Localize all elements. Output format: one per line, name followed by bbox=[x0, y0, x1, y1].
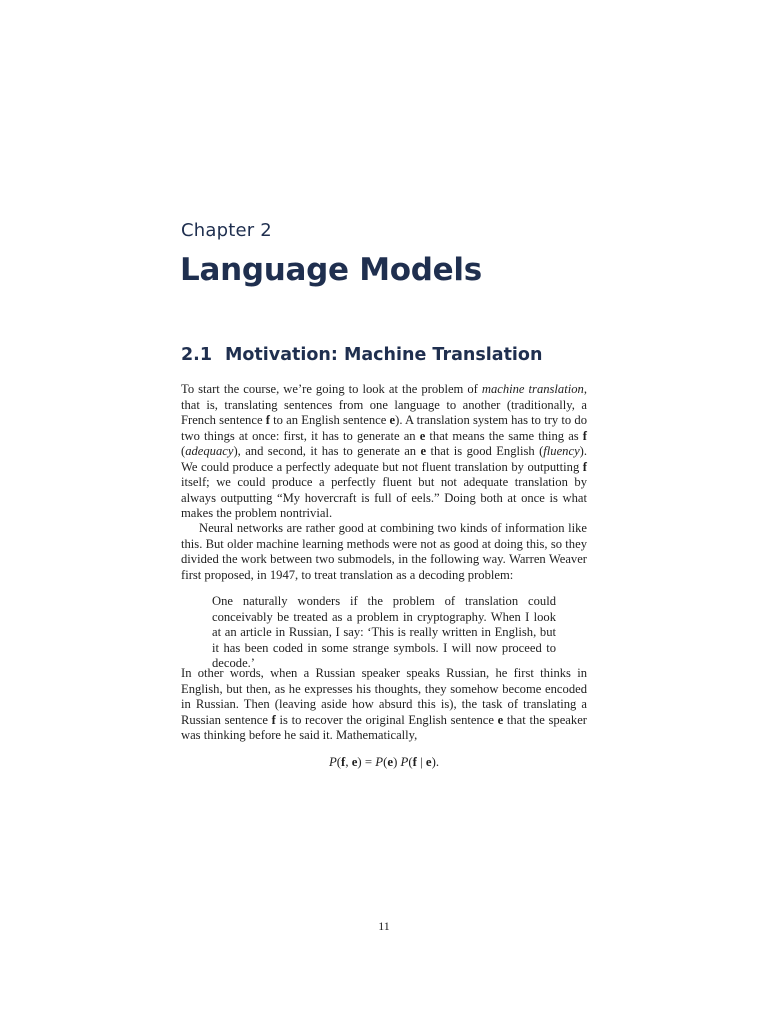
math-e: e bbox=[419, 428, 426, 443]
math-f: f bbox=[582, 459, 587, 474]
text-span: , that is, translating sentences from one language to another (traditionally, a French sentence bbox=[181, 382, 587, 427]
eq-symbol: e bbox=[425, 755, 432, 769]
eq-symbol: P bbox=[375, 755, 384, 769]
math-f: f bbox=[582, 428, 587, 443]
math-f: f bbox=[265, 413, 270, 427]
term-fluency: fluency bbox=[543, 444, 580, 458]
eq-symbol: ( bbox=[336, 755, 342, 769]
eq-symbol: | bbox=[416, 755, 426, 769]
text-span: ). We could produce a perfectly adequate but not fluent translation by outputting bbox=[181, 444, 588, 474]
paragraph-2 bbox=[181, 521, 587, 583]
paragraph-3 bbox=[181, 666, 587, 744]
eq-symbol: ( bbox=[383, 755, 388, 769]
eq-symbol: ). bbox=[431, 755, 440, 769]
term-adequacy: adequacy bbox=[185, 444, 234, 458]
page-number: 11 bbox=[378, 919, 390, 933]
text-span: ), and second, it has to generate an bbox=[233, 444, 421, 458]
text-span: that means the same thing as bbox=[425, 428, 583, 443]
equation bbox=[181, 755, 587, 770]
block-quote: One naturally wonders if the problem of translation could conceivably be treated as a problem in cryptography. When I look at an article in Russian, I say: ‘This is really written in English, but it has been coded in some strange symbols. I will now proceed to decode.’ bbox=[212, 594, 556, 670]
text-span: In other words, when a Russian speaker speaks Russian, he first thinks in English, but then, as he expresses his thoughts, they somehow become encoded in Russian. Then (leaving aside how absurd this is), the task of translating a Russian sentence bbox=[181, 666, 587, 727]
chapter-label: Chapter 2 bbox=[181, 220, 272, 241]
text-span: that is good English ( bbox=[426, 444, 544, 458]
section-number: 2.1 bbox=[181, 345, 213, 365]
eq-symbol: P bbox=[328, 755, 337, 769]
chapter-title: Language Models bbox=[180, 252, 482, 288]
term-machine-translation: machine translation bbox=[481, 382, 584, 396]
text-span: to an English sentence bbox=[269, 413, 390, 427]
text-span: ( bbox=[181, 444, 186, 458]
text-span: To start the course, we’re going to look at the problem of bbox=[181, 382, 482, 396]
paragraph-2-text: Neural networks are rather good at combining two kinds of information like this. But older machine learning methods were not as good at doing this, so they divided the work between two submodels, in the following way. Warren Weaver first proposed, in 1947, to treat translation as a decoding problem: bbox=[181, 521, 587, 582]
eq-symbol: ( bbox=[408, 755, 413, 769]
text-span: that the speaker was thinking before he said it. Mathematically, bbox=[181, 712, 587, 742]
eq-symbol: f bbox=[412, 755, 417, 769]
text-span: ). A translation system has to try to do two things at once: first, it has to generate an bbox=[181, 413, 587, 443]
eq-symbol: e bbox=[351, 755, 358, 769]
eq-symbol: , bbox=[345, 755, 352, 769]
math-e: e bbox=[389, 413, 396, 427]
eq-symbol: ) bbox=[393, 755, 401, 769]
section-heading bbox=[181, 345, 542, 365]
eq-symbol: f bbox=[341, 755, 346, 769]
math-e: e bbox=[420, 444, 427, 458]
math-f: f bbox=[271, 712, 276, 727]
text-span: itself; we could produce a perfectly fluent but not adequate translation by always outputting “My hovercraft is full of eels.” Doing both at once is what makes the problem nontrivial. bbox=[181, 475, 587, 520]
paragraph-1 bbox=[181, 382, 587, 522]
section-title: Motivation: Machine Translation bbox=[225, 345, 543, 365]
eq-symbol: ) = bbox=[357, 755, 376, 769]
eq-symbol: e bbox=[387, 755, 394, 769]
eq-symbol: P bbox=[400, 755, 409, 769]
math-e: e bbox=[497, 712, 504, 727]
text-span: is to recover the original English sentence bbox=[275, 712, 498, 727]
